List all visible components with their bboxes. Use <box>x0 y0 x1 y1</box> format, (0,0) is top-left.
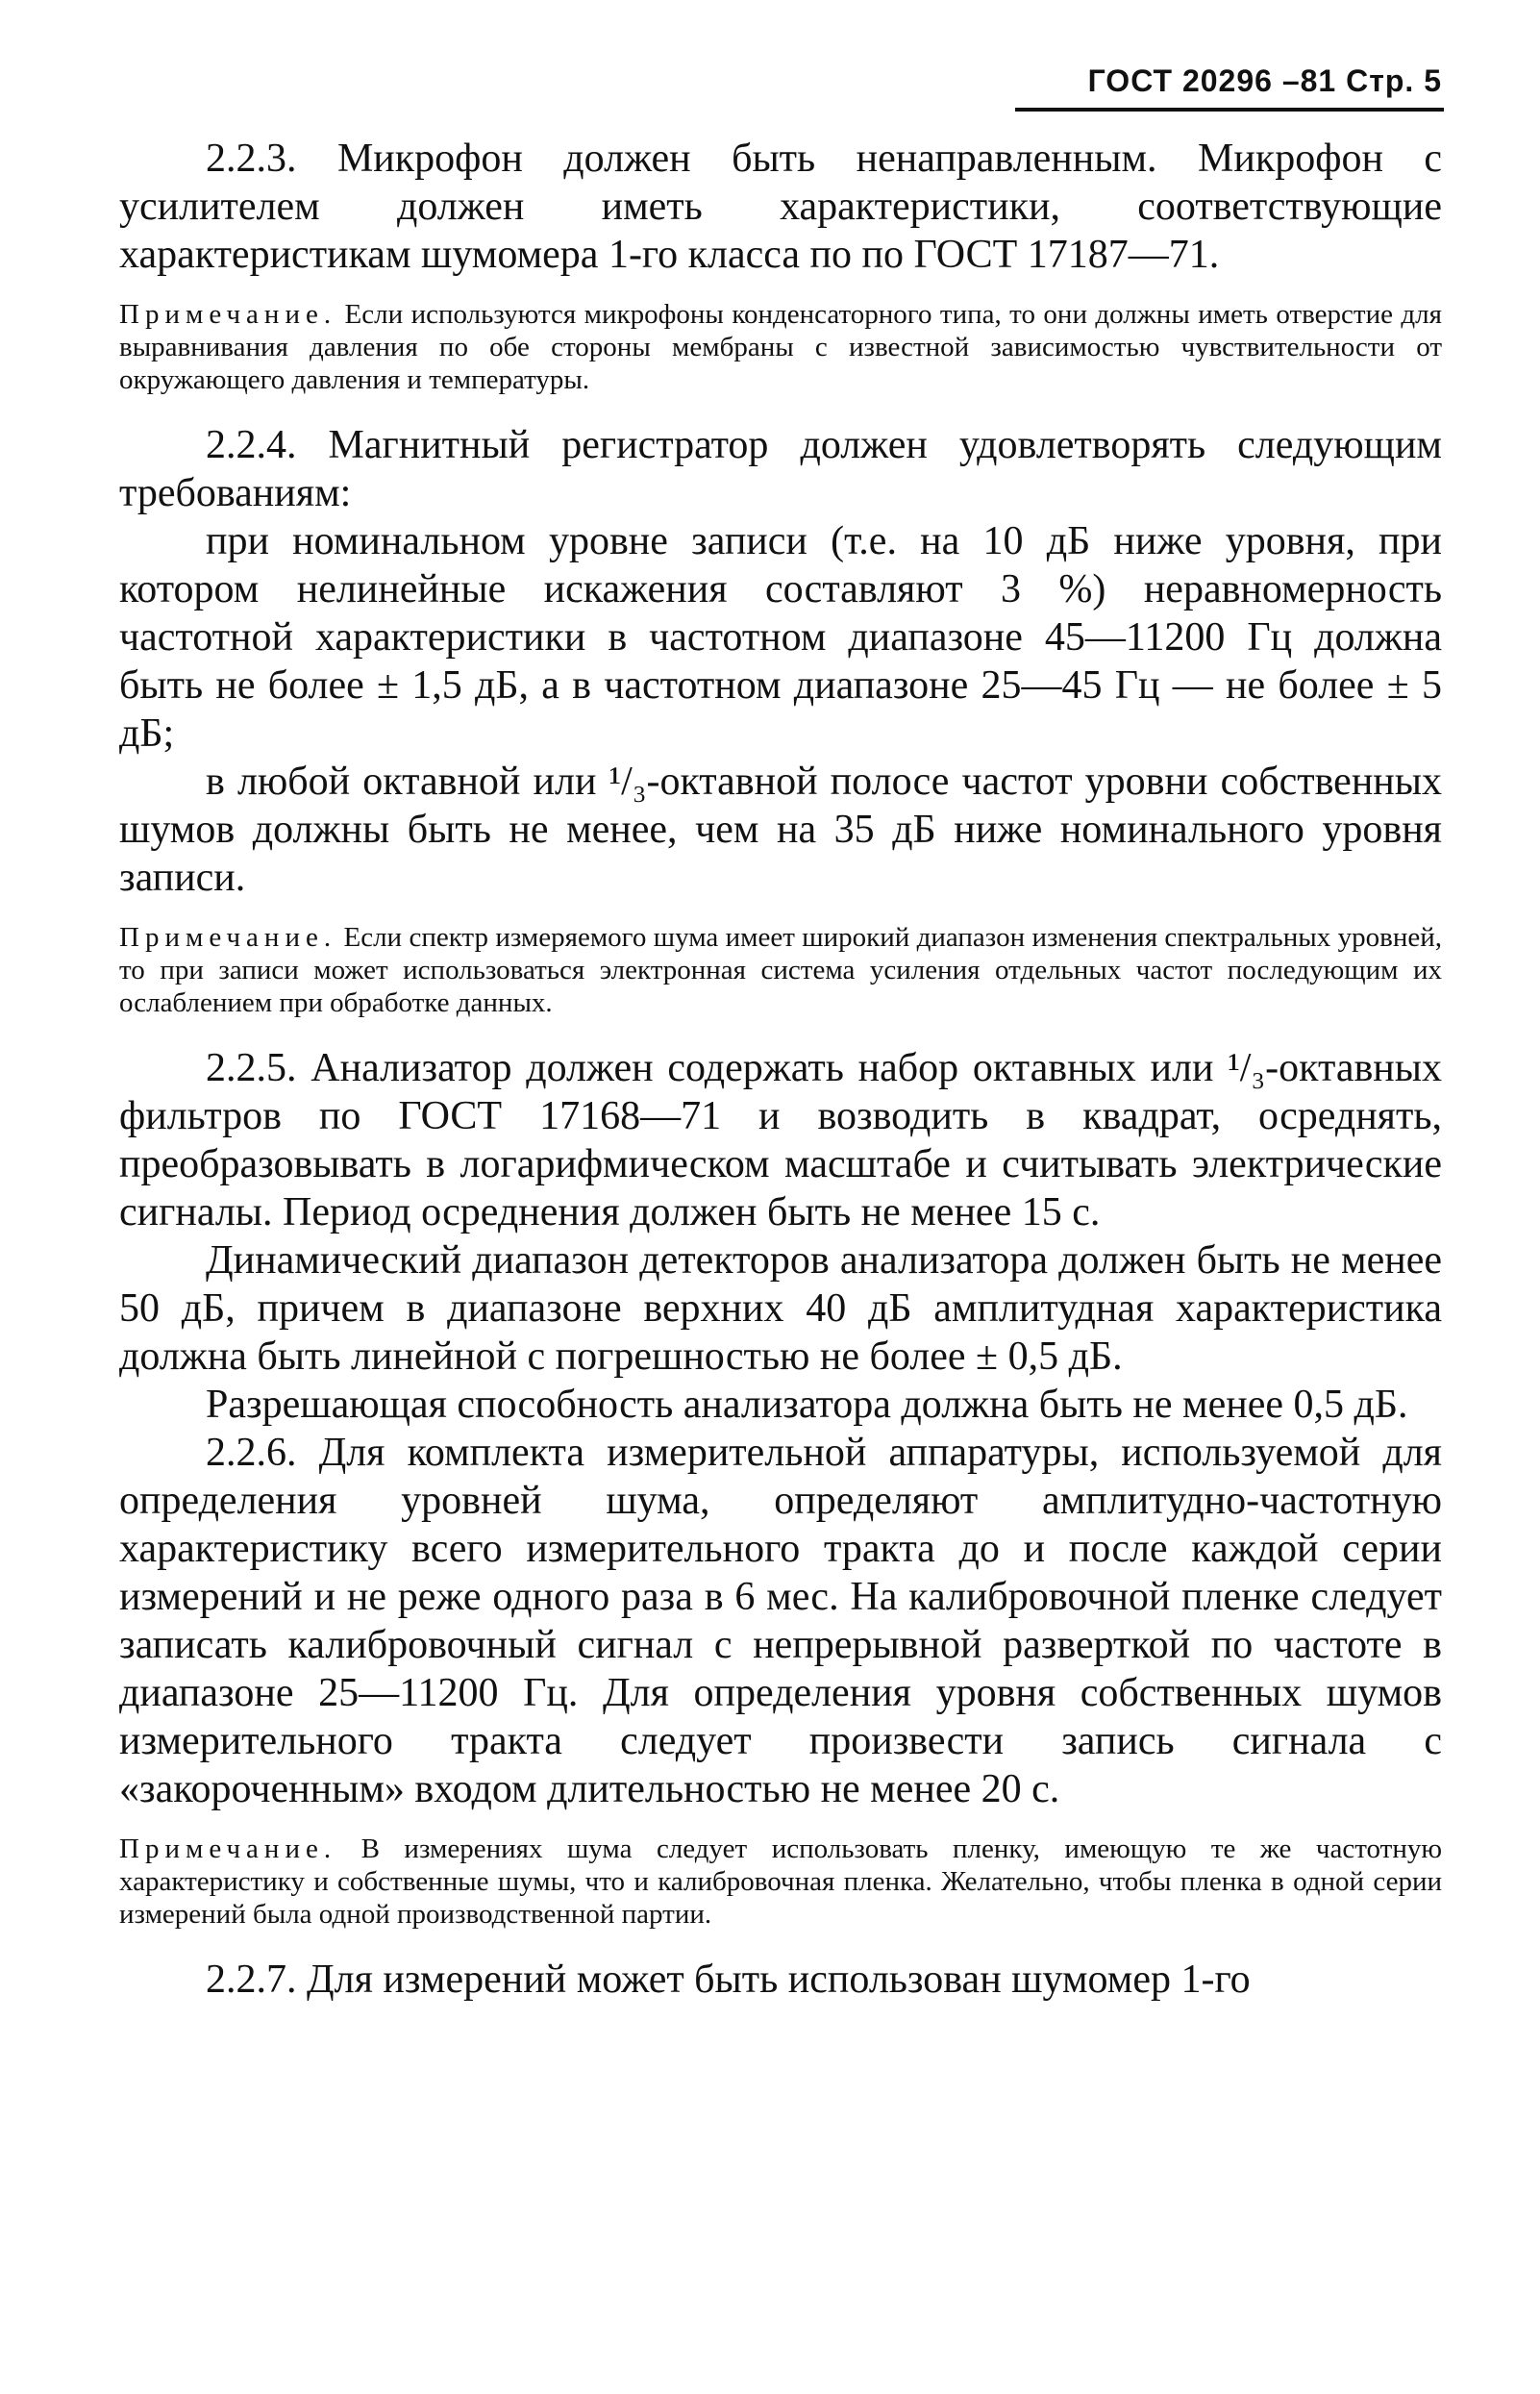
clause-2-2-7: 2.2.7. Для измерений может быть использован шумомер 1-го <box>206 1958 1251 2002</box>
clause-2-2-5: 2.2.5. Анализатор должен содержать набор октавных или ¹/₃-октавных фильтров по ГОСТ 17168—71 и возводить в квадрат, осреднять, преобразовывать в логарифмическом масштабе и считывать электрические сигналы. Период осреднения должен быть не менее 15 с. <box>119 1046 1442 1234</box>
clause-2-2-5-resolution: Разрешающая способность анализатора должна быть не менее 0,5 дБ. <box>206 1383 1408 1427</box>
document-body <box>119 135 1442 2004</box>
clause-2-2-4: 2.2.4. Магнитный регистратор должен удовлетворять следующим требованиям: <box>119 423 1442 515</box>
clause-2-2-4-item-a: при номинальном уровне записи (т.е. на 10 дБ ниже уровня, при котором нелинейные искажения составляют 3 %) неравномерность частотной характеристики в частотном диапазоне 45—11200 Гц должна быть не более ± 1,5 дБ, а в частотном диапазоне 25—45 Гц — не более ± 5 дБ; <box>119 519 1442 756</box>
clause-2-2-6: 2.2.6. Для комплекта измерительной аппаратуры, используемой для определения уровней шума, определяют амплитудно-частотную характеристику всего измерительного тракта до и после каждой серии измерений и не реже одного раза в 6 мес. На калибровочной пленке следует записать калибровочный сигнал с непрерывной разверткой по частоте в диапазоне 25—11200 Гц. Для определения уровня собственных шумов измерительного тракта следует произвести запись сигнала с «закороченным» входом длительностью не менее 20 с. <box>119 1431 1442 1811</box>
note-spectrum <box>119 921 1442 1019</box>
note-label: Примечание. <box>119 922 337 953</box>
clause-2-2-5-dynamic-range: Динамический диапазон детекторов анализатора должен быть не менее 50 дБ, причем в диапазоне верхних 40 дБ амплитудная характеристика должна быть линейной с погрешностью не более ± 0,5 дБ. <box>119 1238 1442 1379</box>
page-header: ГОСТ 20296 –81 Стр. 5 <box>1087 63 1442 98</box>
note-text: В измерениях шума следует использовать пленку, имеющую те же частотную характеристику и собственные шумы, что и калибровочная пленка. Желательно, чтобы пленка в одной серии измерений была одной производственной партии. <box>119 1833 1442 1930</box>
clause-2-2-3: 2.2.3. Микрофон должен быть ненаправленным. Микрофон с усилителем должен иметь характеристики, соответствующие характеристикам шумомера 1-го класса по по ГОСТ 17187—71. <box>119 137 1442 277</box>
note-label: Примечание. <box>119 1833 337 1864</box>
note-text: Если спектр измеряемого шума имеет широкий диапазон изменения спектральных уровней, то при записи может использоваться электронная система усиления отдельных частот последующим их ослаблением при обработке данных. <box>119 922 1442 1018</box>
note-text: Если используются микрофоны конденсаторного типа, то они должны иметь отверстие для выравнивания давления по обе стороны мембраны с известной зависимостью чувствительности от окружающего давления и температуры. <box>119 299 1442 395</box>
note-label: Примечание. <box>119 299 337 330</box>
clause-2-2-4-item-b: в любой октавной или ¹/₃-октавной полосе частот уровни собственных шумов должны быть не менее, чем на 35 дБ ниже номинального уровня записи. <box>119 760 1442 900</box>
note-microphone <box>119 298 1442 396</box>
note-tape <box>119 1833 1442 1931</box>
header-rule <box>1015 108 1444 112</box>
